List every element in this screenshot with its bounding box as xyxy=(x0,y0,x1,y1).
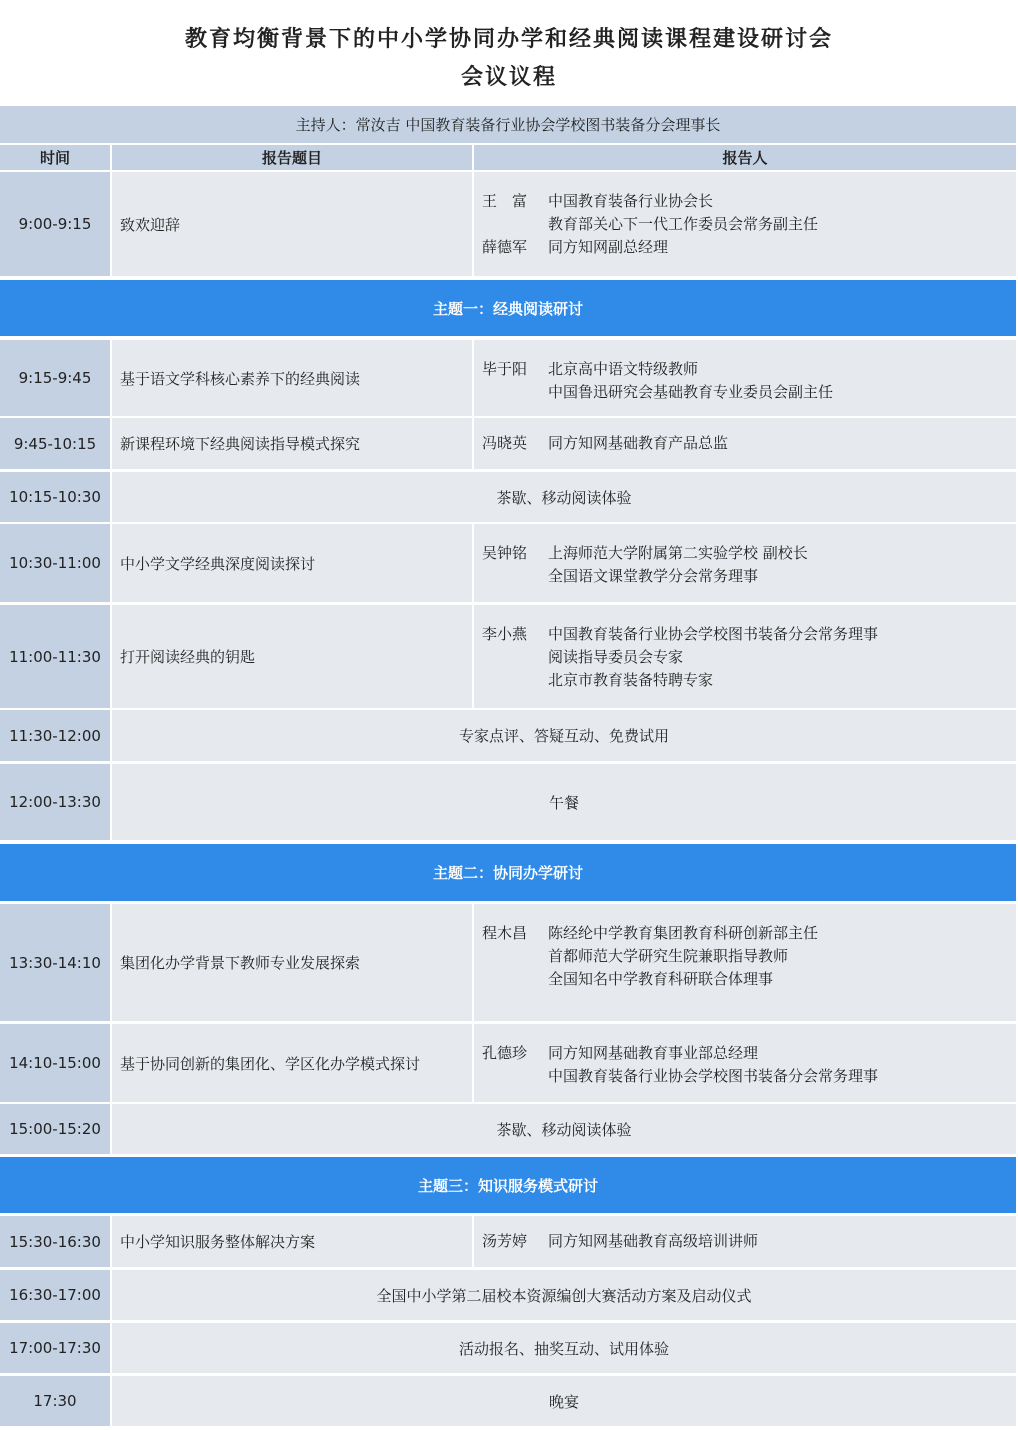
agenda-span-item: 活动报名、抽奖互动、试用体验 xyxy=(112,1323,1016,1373)
host-row: 主持人：常汝吉 中国教育装备行业协会学校图书装备分会理事长 xyxy=(0,106,1016,143)
speaker-list xyxy=(482,922,818,991)
theme-banner: 主题一：经典阅读研讨 xyxy=(0,280,1016,336)
theme-banner: 主题三：知识服务模式研讨 xyxy=(0,1157,1016,1213)
speaker-name: 毕于阳 xyxy=(482,360,528,378)
agenda-time: 17:30 xyxy=(0,1376,110,1426)
speaker-entry xyxy=(482,358,833,404)
speaker-list xyxy=(482,1042,878,1088)
speaker-role: 陈经纶中学教育集团教育科研创新部主任 xyxy=(548,924,819,942)
speaker-name: 李小燕 xyxy=(482,625,528,643)
agenda-time: 16:30-17:00 xyxy=(0,1270,110,1320)
agenda-time: 11:00-11:30 xyxy=(0,605,110,708)
speaker-role: 同方知网副总经理 xyxy=(548,238,669,256)
speaker-role: 北京高中语文特级教师 xyxy=(548,360,699,378)
agenda-speakers xyxy=(474,904,1016,1021)
speaker-roles xyxy=(548,358,833,404)
speaker-entry xyxy=(482,432,728,455)
speaker-name: 孔德珍 xyxy=(482,1044,528,1062)
speaker-name: 王 富 xyxy=(482,192,528,210)
speaker-role: 全国语文课堂教学分会常务理事 xyxy=(548,567,759,585)
agenda-time: 15:00-15:20 xyxy=(0,1104,110,1154)
agenda-topic: 基于语文学科核心素养下的经典阅读 xyxy=(112,340,472,416)
speaker-role: 首都师范大学研究生院兼职指导教师 xyxy=(548,947,789,965)
theme-banner: 主题二：协同办学研讨 xyxy=(0,844,1016,901)
speaker-name: 汤芳婷 xyxy=(482,1232,528,1250)
speaker-role: 北京市教育装备特聘专家 xyxy=(548,671,714,689)
agenda-time: 14:10-15:00 xyxy=(0,1024,110,1102)
speaker-role: 上海师范大学附属第二实验学校 副校长 xyxy=(548,544,808,562)
speaker-role: 同方知网基础教育产品总监 xyxy=(548,434,729,452)
agenda-time: 13:30-14:10 xyxy=(0,904,110,1021)
agenda-span-item: 午餐 xyxy=(112,764,1016,840)
speaker-roles xyxy=(548,542,808,588)
agenda-time: 10:30-11:00 xyxy=(0,524,110,602)
speaker-list xyxy=(482,623,878,692)
speaker-list xyxy=(482,542,808,588)
speaker-entry xyxy=(482,1230,758,1253)
agenda-title: 教育均衡背景下的中小学协同办学和经典阅读课程建设研讨会 xyxy=(184,27,833,52)
agenda-subtitle: 会议议程 xyxy=(460,65,557,90)
header-speaker: 报告人 xyxy=(474,145,1016,170)
agenda-span-item: 茶歇、移动阅读体验 xyxy=(112,1104,1016,1154)
agenda-span-item: 茶歇、移动阅读体验 xyxy=(112,472,1016,522)
agenda-time: 9:45-10:15 xyxy=(0,418,110,469)
agenda-time: 9:15-9:45 xyxy=(0,340,110,416)
speaker-roles xyxy=(548,190,818,236)
speaker-entry xyxy=(482,542,808,588)
agenda-speakers xyxy=(474,172,1016,276)
speaker-name: 吴钟铭 xyxy=(482,544,528,562)
agenda-topic: 致欢迎辞 xyxy=(112,172,472,276)
speaker-role: 阅读指导委员会专家 xyxy=(548,648,684,666)
speaker-role: 中国鲁迅研究会基础教育专业委员会副主任 xyxy=(548,383,834,401)
speaker-list xyxy=(482,190,818,259)
speaker-roles xyxy=(548,922,818,991)
agenda-topic: 集团化办学背景下教师专业发展探索 xyxy=(112,904,472,1021)
speaker-roles xyxy=(548,432,728,455)
agenda-time: 15:30-16:30 xyxy=(0,1216,110,1267)
agenda-speakers xyxy=(474,1024,1016,1102)
agenda-time: 17:00-17:30 xyxy=(0,1323,110,1373)
speaker-role: 全国知名中学教育科研联合体理事 xyxy=(548,970,774,988)
speaker-name: 程木昌 xyxy=(482,924,528,942)
speaker-roles xyxy=(548,236,668,259)
speaker-role: 教育部关心下一代工作委员会常务副主任 xyxy=(548,215,819,233)
agenda-time: 12:00-13:30 xyxy=(0,764,110,840)
agenda-topic: 基于协同创新的集团化、学区化办学模式探讨 xyxy=(112,1024,472,1102)
agenda-time: 10:15-10:30 xyxy=(0,472,110,522)
agenda-span-item: 晚宴 xyxy=(112,1376,1016,1426)
speaker-name: 冯晓英 xyxy=(482,434,528,452)
agenda-topic: 中小学文学经典深度阅读探讨 xyxy=(112,524,472,602)
agenda-topic: 中小学知识服务整体解决方案 xyxy=(112,1216,472,1267)
header-topic: 报告题目 xyxy=(112,145,472,170)
header-time: 时间 xyxy=(0,145,110,170)
speaker-role: 同方知网基础教育事业部总经理 xyxy=(548,1044,759,1062)
speaker-name: 薛德军 xyxy=(482,238,528,256)
agenda-speakers xyxy=(474,524,1016,602)
agenda-span-item: 专家点评、答疑互动、免费试用 xyxy=(112,710,1016,761)
speaker-entry xyxy=(482,922,818,991)
speaker-entry xyxy=(482,236,818,259)
speaker-roles xyxy=(548,1230,758,1253)
agenda-span-item: 全国中小学第二届校本资源编创大赛活动方案及启动仪式 xyxy=(112,1270,1016,1320)
speaker-role: 同方知网基础教育高级培训讲师 xyxy=(548,1232,759,1250)
agenda-speakers xyxy=(474,1216,1016,1267)
speaker-entry xyxy=(482,1042,878,1088)
speaker-role: 中国教育装备行业协会学校图书装备分会常务理事 xyxy=(548,625,879,643)
agenda-topic: 打开阅读经典的钥匙 xyxy=(112,605,472,708)
agenda-speakers xyxy=(474,340,1016,416)
speaker-roles xyxy=(548,623,878,692)
speaker-role: 中国教育装备行业协会学校图书装备分会常务理事 xyxy=(548,1067,879,1085)
speaker-roles xyxy=(548,1042,878,1088)
speaker-role: 中国教育装备行业协会长 xyxy=(548,192,714,210)
speaker-entry xyxy=(482,623,878,692)
agenda-topic: 新课程环境下经典阅读指导模式探究 xyxy=(112,418,472,469)
agenda-time: 11:30-12:00 xyxy=(0,710,110,761)
agenda-time: 9:00-9:15 xyxy=(0,172,110,276)
agenda-speakers xyxy=(474,605,1016,708)
speaker-entry xyxy=(482,190,818,236)
speaker-list xyxy=(482,358,833,404)
speaker-list xyxy=(482,1230,758,1253)
speaker-list xyxy=(482,432,728,455)
agenda-speakers xyxy=(474,418,1016,469)
